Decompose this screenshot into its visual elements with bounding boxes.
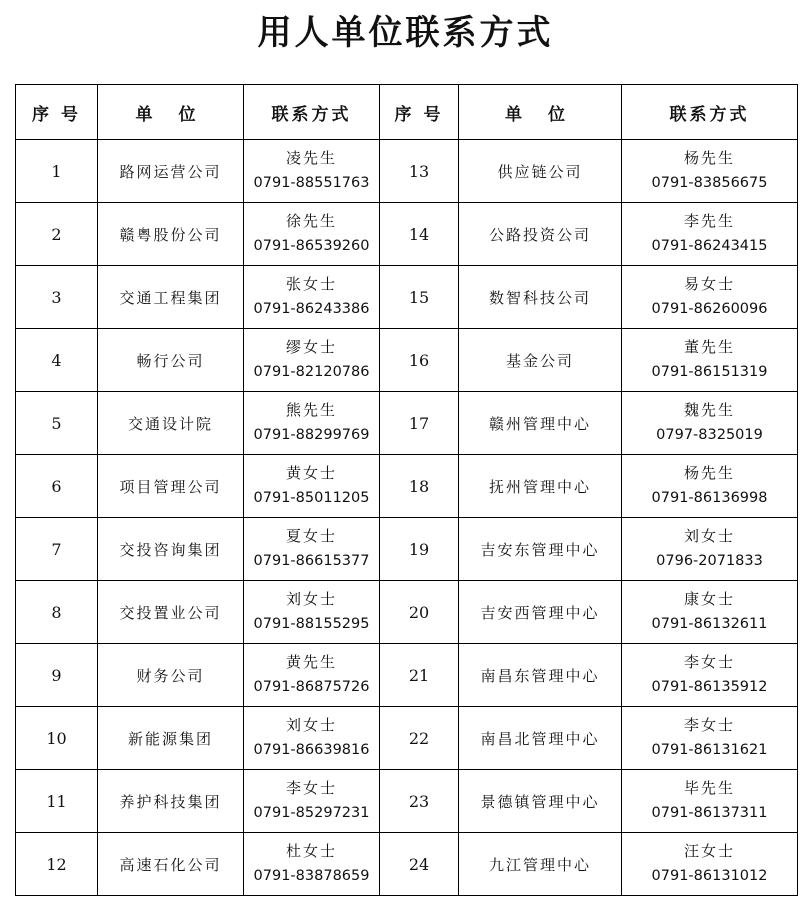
contact-phone: 0796-2071833 — [656, 553, 763, 569]
contact-cell-right — [622, 581, 798, 644]
contact-phone: 0791-86131012 — [651, 868, 768, 884]
contact-cell-right — [622, 770, 798, 833]
unit-cell-right: 基金公司 — [459, 329, 622, 392]
index-cell-left: 2 — [16, 203, 98, 266]
index-cell-right: 23 — [380, 770, 459, 833]
header-index-left: 序 号 — [16, 85, 98, 140]
index-cell-left: 12 — [16, 833, 98, 896]
table-row — [16, 329, 798, 392]
contact-cell-left — [244, 392, 380, 455]
header-index-right: 序 号 — [380, 85, 459, 140]
index-cell-left: 4 — [16, 329, 98, 392]
contact-phone: 0791-86539260 — [253, 238, 370, 254]
contact-cell-right — [622, 329, 798, 392]
contact-cell-right — [622, 203, 798, 266]
contact-cell-left — [244, 833, 380, 896]
unit-cell-left: 交通工程集团 — [98, 266, 244, 329]
contact-person: 徐先生 — [285, 212, 337, 230]
contact-cell-right — [622, 140, 798, 203]
contact-cell-left — [244, 644, 380, 707]
index-cell-right: 14 — [380, 203, 459, 266]
contact-phone: 0791-85011205 — [253, 490, 370, 506]
contact-cell-right — [622, 455, 798, 518]
unit-cell-left: 财务公司 — [98, 644, 244, 707]
contact-cell-left — [244, 266, 380, 329]
contact-phone: 0791-88155295 — [253, 616, 370, 632]
contact-person: 李女士 — [683, 653, 735, 671]
contact-phone: 0791-86639816 — [253, 742, 370, 758]
contact-person: 杨先生 — [683, 149, 735, 167]
unit-cell-right: 供应链公司 — [459, 140, 622, 203]
contact-person: 刘女士 — [285, 716, 337, 734]
page-title: 用人单位联系方式 — [257, 13, 554, 53]
table-row — [16, 833, 798, 896]
contact-cell-right — [622, 266, 798, 329]
contact-cell-left — [244, 203, 380, 266]
contact-person: 刘女士 — [683, 527, 735, 545]
unit-cell-left: 项目管理公司 — [98, 455, 244, 518]
contact-phone: 0791-86243386 — [253, 301, 370, 317]
index-cell-right: 16 — [380, 329, 459, 392]
contact-person: 董先生 — [683, 338, 735, 356]
table-row — [16, 707, 798, 770]
contact-person: 李女士 — [285, 779, 337, 797]
unit-cell-right: 南昌北管理中心 — [459, 707, 622, 770]
index-cell-left: 11 — [16, 770, 98, 833]
unit-cell-left: 交通设计院 — [98, 392, 244, 455]
contact-person: 熊先生 — [285, 401, 337, 419]
contact-phone: 0791-86243415 — [651, 238, 768, 254]
contact-cell-right — [622, 392, 798, 455]
contact-cell-left — [244, 770, 380, 833]
contact-person: 张女士 — [285, 275, 337, 293]
index-cell-left: 7 — [16, 518, 98, 581]
header-row — [16, 85, 798, 140]
contact-phone: 0791-86151319 — [651, 364, 768, 380]
table-row — [16, 770, 798, 833]
table-header — [16, 85, 798, 140]
index-cell-right: 22 — [380, 707, 459, 770]
unit-cell-left: 交投置业公司 — [98, 581, 244, 644]
contact-person: 黄女士 — [285, 464, 337, 482]
table-row — [16, 392, 798, 455]
header-contact-left: 联系方式 — [244, 85, 380, 140]
contact-person: 李先生 — [683, 212, 735, 230]
contact-phone: 0791-86260096 — [651, 301, 768, 317]
unit-cell-right: 数智科技公司 — [459, 266, 622, 329]
contact-person: 杨先生 — [683, 464, 735, 482]
contact-cell-left — [244, 455, 380, 518]
contact-person: 魏先生 — [683, 401, 735, 419]
contact-person: 康女士 — [683, 590, 735, 608]
index-cell-left: 6 — [16, 455, 98, 518]
index-cell-right: 24 — [380, 833, 459, 896]
unit-cell-right: 九江管理中心 — [459, 833, 622, 896]
contact-person: 刘女士 — [285, 590, 337, 608]
contact-phone: 0791-83878659 — [253, 868, 370, 884]
unit-cell-left: 养护科技集团 — [98, 770, 244, 833]
contact-cell-left — [244, 140, 380, 203]
index-cell-left: 9 — [16, 644, 98, 707]
table-body — [16, 140, 798, 896]
table-row — [16, 203, 798, 266]
contact-cell-left — [244, 329, 380, 392]
table-row — [16, 644, 798, 707]
contact-phone: 0791-86615377 — [253, 553, 370, 569]
index-cell-right: 21 — [380, 644, 459, 707]
contact-cell-left — [244, 518, 380, 581]
contact-cell-right — [622, 833, 798, 896]
table-row — [16, 518, 798, 581]
index-cell-left: 1 — [16, 140, 98, 203]
contact-cell-left — [244, 707, 380, 770]
index-cell-right: 20 — [380, 581, 459, 644]
unit-cell-left: 畅行公司 — [98, 329, 244, 392]
contact-phone: 0791-82120786 — [253, 364, 370, 380]
contact-phone: 0791-86132611 — [651, 616, 768, 632]
contact-person: 黄先生 — [285, 653, 337, 671]
unit-cell-right: 南昌东管理中心 — [459, 644, 622, 707]
unit-cell-left: 高速石化公司 — [98, 833, 244, 896]
contact-phone: 0791-86137311 — [651, 805, 768, 821]
contact-phone: 0791-86135912 — [651, 679, 768, 695]
unit-cell-right: 公路投资公司 — [459, 203, 622, 266]
contact-person: 缪女士 — [285, 338, 337, 356]
contact-cell-right — [622, 518, 798, 581]
table-row — [16, 140, 798, 203]
contact-cell-right — [622, 707, 798, 770]
unit-cell-right: 吉安西管理中心 — [459, 581, 622, 644]
contact-phone: 0791-86131621 — [651, 742, 768, 758]
unit-cell-left: 新能源集团 — [98, 707, 244, 770]
table-row — [16, 455, 798, 518]
contact-phone: 0791-85297231 — [253, 805, 370, 821]
contacts-table — [15, 84, 798, 896]
unit-cell-right: 吉安东管理中心 — [459, 518, 622, 581]
contact-phone: 0797-8325019 — [656, 427, 763, 443]
unit-cell-right: 抚州管理中心 — [459, 455, 622, 518]
contact-phone: 0791-86875726 — [253, 679, 370, 695]
contact-person: 夏女士 — [285, 527, 337, 545]
contact-person: 汪女士 — [683, 842, 735, 860]
contact-cell-left — [244, 581, 380, 644]
contact-person: 杜女士 — [285, 842, 337, 860]
contact-person: 李女士 — [683, 716, 735, 734]
header-unit-left: 单 位 — [98, 85, 244, 140]
table-row — [16, 581, 798, 644]
unit-cell-right: 景德镇管理中心 — [459, 770, 622, 833]
table-row — [16, 266, 798, 329]
index-cell-right: 17 — [380, 392, 459, 455]
index-cell-right: 19 — [380, 518, 459, 581]
unit-cell-left: 路网运营公司 — [98, 140, 244, 203]
index-cell-right: 15 — [380, 266, 459, 329]
contact-phone: 0791-88551763 — [253, 175, 370, 191]
unit-cell-right: 赣州管理中心 — [459, 392, 622, 455]
contact-phone: 0791-88299769 — [253, 427, 370, 443]
header-unit-right: 单 位 — [459, 85, 622, 140]
unit-cell-left: 赣粤股份公司 — [98, 203, 244, 266]
contact-person: 易女士 — [683, 275, 735, 293]
header-contact-right: 联系方式 — [622, 85, 798, 140]
index-cell-left: 10 — [16, 707, 98, 770]
contact-phone: 0791-83856675 — [651, 175, 768, 191]
index-cell-left: 5 — [16, 392, 98, 455]
index-cell-right: 18 — [380, 455, 459, 518]
unit-cell-left: 交投咨询集团 — [98, 518, 244, 581]
contact-phone: 0791-86136998 — [651, 490, 768, 506]
index-cell-left: 3 — [16, 266, 98, 329]
index-cell-left: 8 — [16, 581, 98, 644]
contact-person: 凌先生 — [285, 149, 337, 167]
index-cell-right: 13 — [380, 140, 459, 203]
contact-person: 毕先生 — [683, 779, 735, 797]
contact-cell-right — [622, 644, 798, 707]
